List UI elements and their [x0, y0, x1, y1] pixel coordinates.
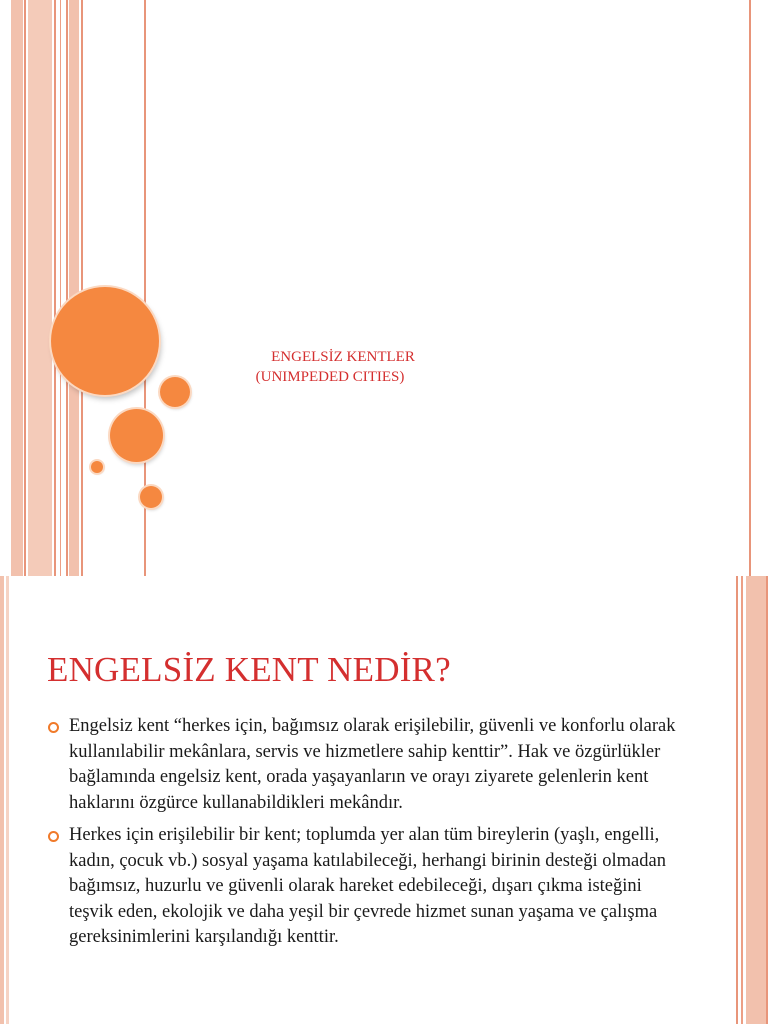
decorative-stripe — [60, 0, 61, 576]
bullet-text: Herkes için erişilebilir bir kent; toplumda yer alan tüm bireylerin (yaşlı, engelli, kadın, çocuk vb.) sosyal yaşama katılabileceği, herhangi birinin desteği olmadan bağımsız, huzurlu ve güvenli olarak hareket edebileceği, dışarı çıkma isteğini teşvik eden, ekolojik ve daha yeşil bir çevrede hizmet sunan yaşama ve çalışma gereksinimlerini karşılandığı kenttir. — [69, 825, 666, 947]
decorative-circle-small — [160, 377, 190, 407]
decorative-stripe — [28, 0, 52, 576]
decorative-circle-large — [51, 287, 159, 395]
decorative-stripe — [749, 0, 751, 576]
decorative-stripe — [6, 576, 9, 1024]
slide-title — [215, 347, 445, 387]
decorative-stripe — [66, 0, 68, 576]
list-item — [46, 823, 676, 951]
decorative-stripe — [81, 0, 83, 576]
decorative-circle-dot — [91, 461, 103, 473]
decorative-stripe — [11, 0, 23, 576]
list-item — [46, 714, 676, 816]
ring-bullet-icon — [48, 722, 59, 733]
bullet-list — [46, 714, 676, 958]
title-line-1: ENGELSİZ KENTLER — [271, 349, 415, 365]
decorative-stripe — [54, 0, 56, 576]
decorative-stripe — [24, 0, 26, 576]
decorative-stripe — [746, 576, 768, 1024]
decorative-stripe — [736, 576, 738, 1024]
decorative-circle-medium — [110, 409, 163, 462]
decorative-stripe — [0, 576, 4, 1024]
title-line-2: (UNIMPEDED CITIES) — [255, 369, 405, 385]
slide-heading: ENGELSİZ KENT NEDİR? — [47, 650, 451, 689]
content-slide — [0, 576, 768, 1024]
decorative-circle-small — [140, 486, 162, 508]
ring-bullet-icon — [48, 831, 59, 842]
bullet-text: Engelsiz kent “herkes için, bağımsız olarak erişilebilir, güvenli ve konforlu olarak kullanılabilir mekânlara, servis ve hizmetlere sahip kenttir”. Hak ve özgürlükler bağlamında engelsiz kent, orada yaşayanların ve orayı ziyarete gelenlerin kent haklarını özgürce kullanabildikleri mekândır. — [69, 716, 676, 813]
decorative-stripe — [69, 0, 79, 576]
decorative-stripe — [741, 576, 743, 1024]
